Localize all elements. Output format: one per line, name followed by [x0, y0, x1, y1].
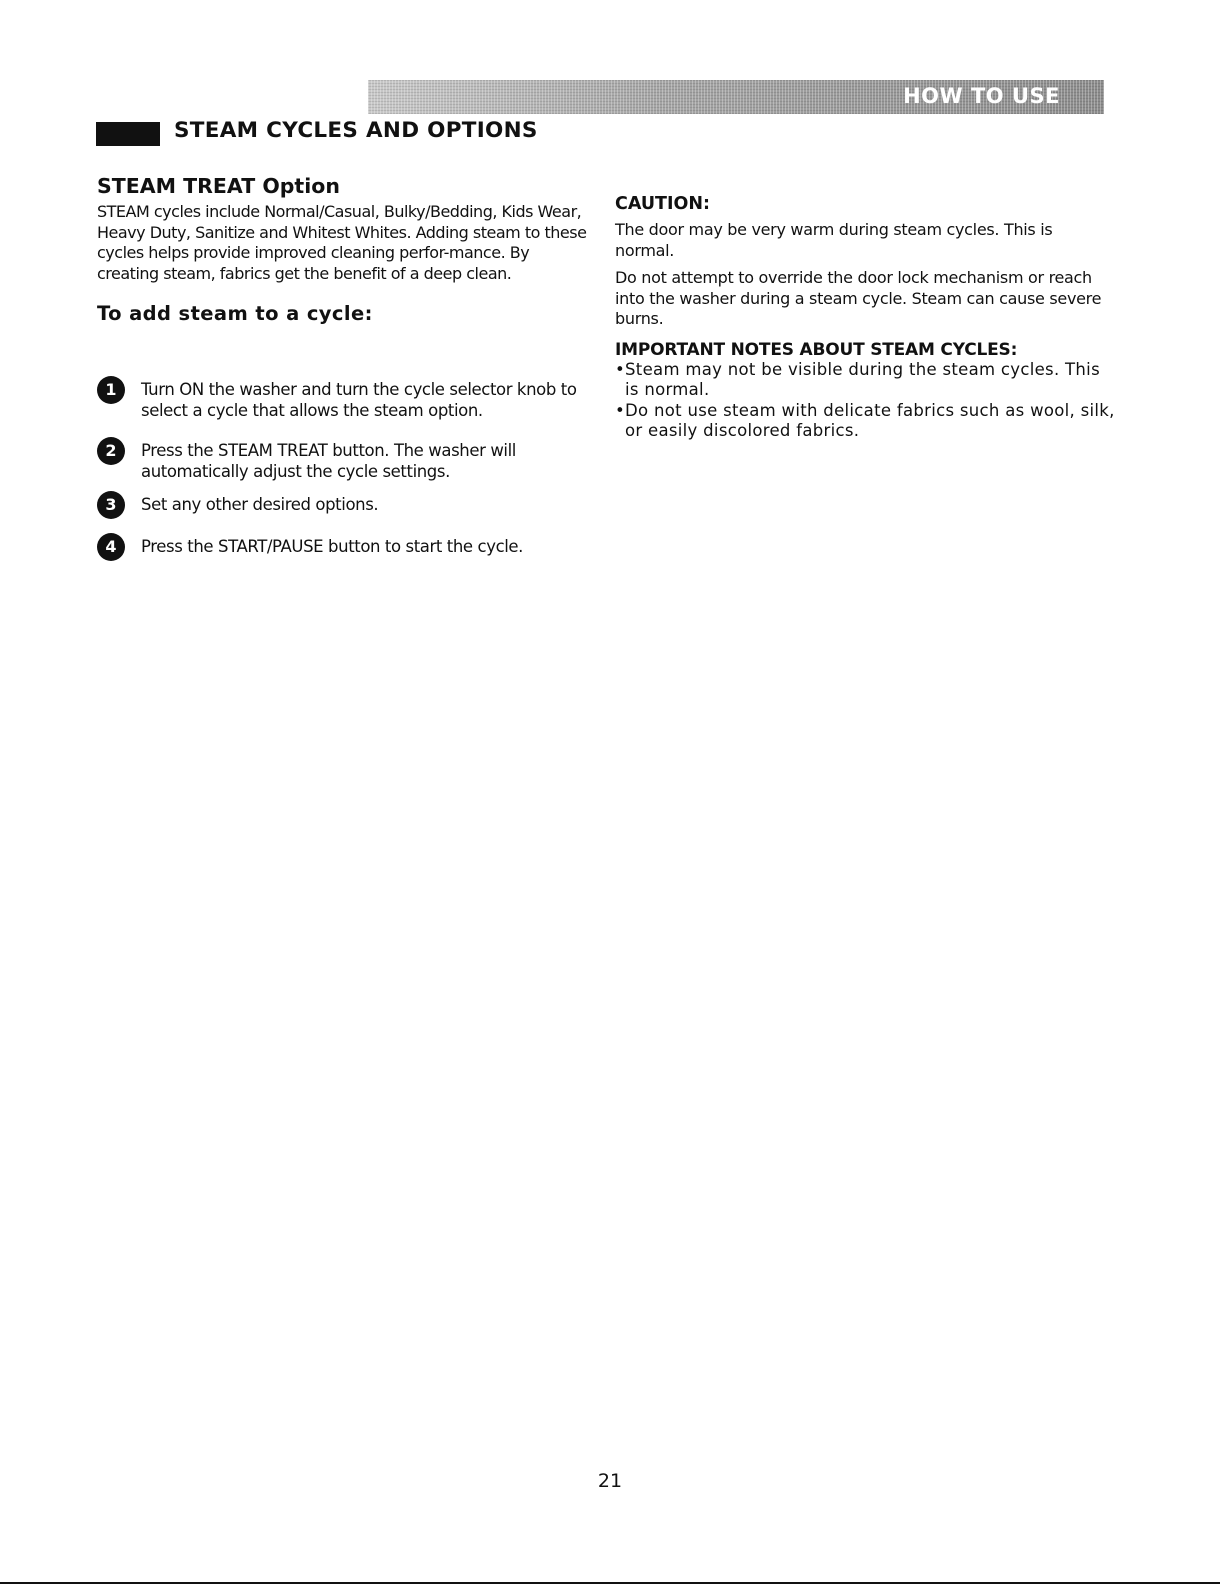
step-number-badge: 3: [97, 491, 125, 519]
section-title: STEAM CYCLES AND OPTIONS: [174, 118, 538, 143]
important-note-item: •Steam may not be visible during the steam cycles. This is normal.: [615, 359, 1100, 399]
left-column: [97, 174, 595, 325]
header-band-label: HOW TO USE: [903, 84, 1060, 108]
page-number: 21: [597, 1470, 623, 1492]
steam-treat-title: STEAM TREAT Option: [97, 174, 340, 198]
caution-title: CAUTION:: [615, 194, 711, 214]
step-text: Press the START/PAUSE button to start the cycle.: [141, 537, 524, 556]
important-notes-title: IMPORTANT NOTES ABOUT STEAM CYCLES:: [615, 339, 1018, 360]
caution-paragraph: The door may be very warm during steam cycles. This is normal.: [615, 220, 1053, 260]
step-text: Turn ON the washer and turn the cycle selector knob to select a cycle that allows the steam option.: [141, 380, 577, 420]
step-number-badge: 2: [97, 437, 125, 465]
section-marker-bar: [96, 122, 160, 146]
important-notes-list: [615, 360, 1115, 442]
step-number-badge: 4: [97, 533, 125, 561]
step-text: Press the STEAM TREAT button. The washer will automatically adjust the cycle settings.: [141, 441, 516, 481]
add-steam-steps: [97, 376, 595, 566]
right-column: [615, 194, 1115, 442]
header-band: [368, 80, 1104, 114]
step-text: Set any other desired options.: [141, 495, 379, 514]
steam-treat-body: STEAM cycles include Normal/Casual, Bulky/Bedding, Kids Wear, Heavy Duty, Sanitize and Whitest Whites. Adding steam to these cycles helps provide improved cleaning perfor-mance. By creating steam, fabrics get the benefit of a deep clean.: [97, 202, 587, 283]
caution-paragraph: Do not attempt to override the door lock mechanism or reach into the washer during a steam cycle. Steam can cause severe burns.: [615, 268, 1102, 328]
important-note-item: •Do not use steam with delicate fabrics such as wool, silk, or easily discolored fabrics.: [615, 400, 1115, 440]
step-number-badge: 1: [97, 376, 125, 404]
add-steam-title: To add steam to a cycle:: [97, 302, 373, 325]
bottom-rule: [0, 1582, 1220, 1584]
